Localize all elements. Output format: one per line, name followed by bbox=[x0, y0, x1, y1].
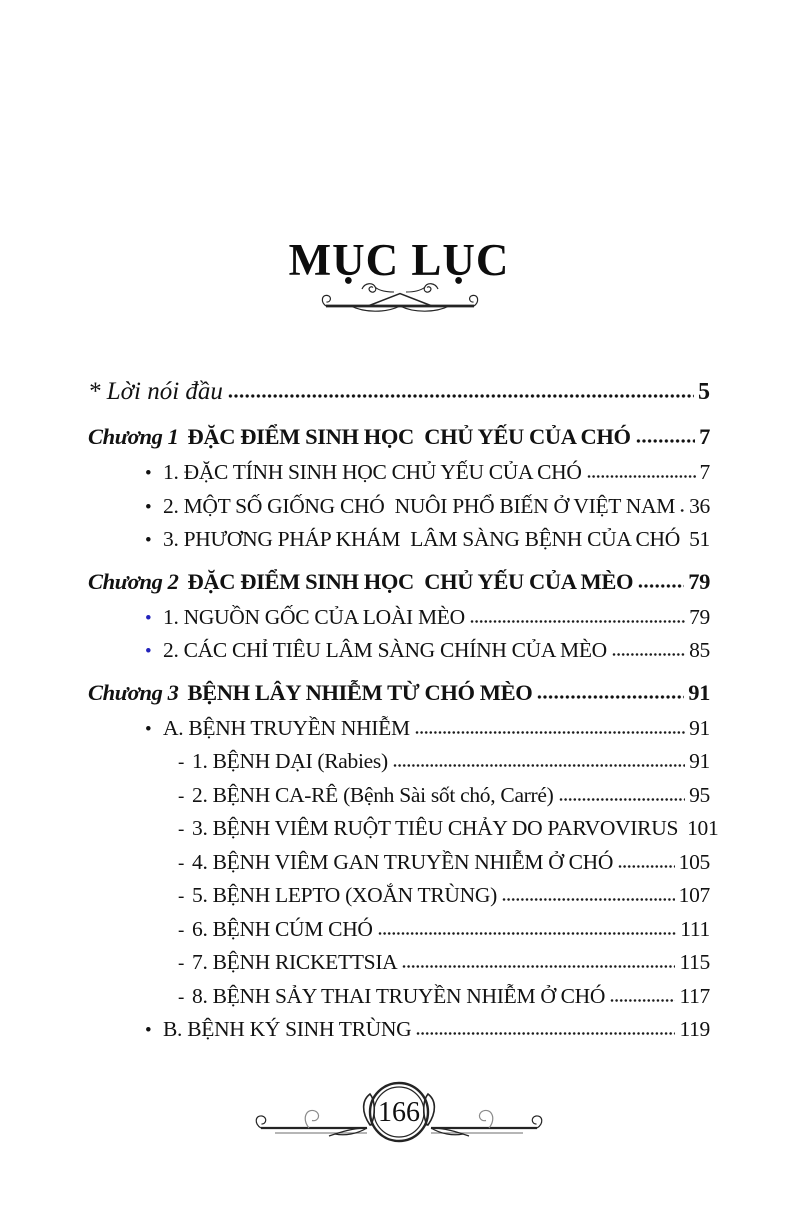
dot-leader bbox=[415, 730, 685, 735]
toc-entry-label: 5. BỆNH LEPTO (XOẮN TRÙNG) bbox=[192, 883, 497, 907]
toc-entry-item bbox=[88, 494, 710, 528]
dot-leader bbox=[559, 797, 686, 802]
toc-entry-bullet: - bbox=[178, 919, 185, 941]
toc-entry-page-number: 36 bbox=[689, 493, 710, 518]
toc-entry-page-number: 101 bbox=[687, 816, 719, 840]
toc-entry-bullet: - bbox=[178, 752, 185, 773]
toc-entry-page-number: 119 bbox=[679, 1017, 710, 1041]
toc-entry-label: 3. BỆNH VIÊM RUỘT TIÊU CHẢY DO PARVOVIRUS bbox=[192, 816, 679, 840]
toc-entry-label: ĐẶC ĐIỂM SINH HỌC CHỦ YẾU CỦA MÈO bbox=[187, 568, 634, 594]
toc-entry-bullet: - bbox=[178, 953, 185, 974]
toc-entry-label: A. BỆNH TRUYỀN NHIỄM bbox=[163, 715, 410, 740]
toc-entry-item bbox=[88, 638, 710, 672]
toc-entry-page-number: 51 bbox=[689, 527, 710, 551]
dot-leader bbox=[612, 652, 685, 657]
toc-entry-item bbox=[88, 527, 710, 561]
toc-entry-label: ĐẶC ĐIỂM SINH HỌC CHỦ YẾU CỦA CHÓ bbox=[187, 424, 631, 449]
toc-entry-subitem bbox=[88, 850, 710, 884]
toc-entry-page-number: 7 bbox=[699, 424, 710, 449]
toc-entry-bullet: • bbox=[145, 718, 152, 740]
dot-leader bbox=[416, 1031, 675, 1036]
toc-entry-subitem bbox=[88, 984, 710, 1018]
dot-leader bbox=[537, 694, 684, 700]
dot-leader bbox=[610, 998, 675, 1003]
toc-entry-bullet: • bbox=[145, 463, 152, 484]
toc-entry-label: 7. BỆNH RICKETTSIA bbox=[192, 950, 398, 974]
toc-entry-subitem bbox=[88, 883, 710, 917]
toc-entry-chapter bbox=[88, 680, 710, 716]
toc-entry-chapter bbox=[88, 424, 710, 460]
dot-leader bbox=[638, 583, 684, 589]
toc-entry-label: 2. CÁC CHỈ TIÊU LÂM SÀNG CHÍNH CỦA MÈO bbox=[163, 638, 607, 662]
toc-entry-bullet: - bbox=[178, 785, 185, 807]
table-of-contents bbox=[88, 378, 719, 1051]
toc-entry-page-number: 85 bbox=[689, 638, 710, 662]
toc-chapter-number: Chương 1 bbox=[88, 424, 179, 449]
dot-leader bbox=[636, 438, 696, 444]
title-flourish-ornament bbox=[318, 280, 482, 316]
toc-entry-label: 6. BỆNH CÚM CHÓ bbox=[192, 916, 373, 941]
toc-entry-bullet: - bbox=[178, 886, 185, 907]
toc-entry-page-number: 79 bbox=[688, 568, 710, 594]
toc-entry-subitem bbox=[88, 749, 710, 783]
toc-entry-bullet: • bbox=[145, 496, 152, 518]
toc-entry-label: 1. NGUỒN GỐC CỦA LOÀI MÈO bbox=[163, 604, 465, 629]
toc-entry-page-number: 79 bbox=[689, 604, 710, 629]
dot-leader bbox=[402, 964, 675, 969]
toc-entry-page-number: 107 bbox=[678, 883, 710, 907]
toc-entry-page-number: 105 bbox=[678, 849, 710, 874]
toc-entry-label: 4. BỆNH VIÊM GAN TRUYỀN NHIỄM Ở CHÓ bbox=[192, 849, 614, 874]
toc-entry-label: * Lời nói đầu bbox=[88, 378, 223, 405]
dot-leader bbox=[587, 474, 696, 479]
toc-entry-label: B. BỆNH KÝ SINH TRÙNG bbox=[163, 1017, 412, 1041]
flourish-divider-icon bbox=[318, 280, 482, 316]
footer-page-ornament bbox=[249, 1072, 549, 1158]
toc-entry-page-number: 91 bbox=[688, 679, 710, 705]
toc-entry-page-number: 111 bbox=[680, 916, 710, 941]
toc-entry-bullet: • bbox=[145, 530, 152, 551]
toc-entry-bullet: • bbox=[145, 1020, 152, 1041]
toc-entry-bullet: • bbox=[145, 607, 152, 629]
dot-leader bbox=[393, 763, 685, 768]
toc-entry-label: 3. PHƯƠNG PHÁP KHÁM LÂM SÀNG BỆNH CỦA CHÓ bbox=[163, 527, 680, 551]
toc-entry-page-number: 95 bbox=[689, 782, 710, 807]
toc-entry-subitem bbox=[88, 917, 710, 951]
toc-entry-page-number: 91 bbox=[689, 749, 710, 773]
dot-leader bbox=[228, 393, 694, 399]
toc-entry-label: 2. MỘT SỐ GIỐNG CHÓ NUÔI PHỔ BIẾN Ở VIỆT NAM bbox=[163, 493, 676, 518]
toc-entry-subitem bbox=[88, 816, 719, 850]
toc-entry-page-number: 115 bbox=[679, 950, 710, 974]
toc-entry-bullet: • bbox=[145, 641, 152, 662]
toc-entry-page-number: 5 bbox=[698, 379, 710, 405]
page-title: MỤC LỤC bbox=[288, 235, 510, 285]
footer-flourish-icon bbox=[249, 1072, 549, 1158]
footer-page-number: 166 bbox=[378, 1097, 420, 1128]
toc-chapter-number: Chương 3 bbox=[88, 679, 179, 705]
dot-leader bbox=[618, 864, 675, 869]
toc-entry-bullet: - bbox=[178, 819, 185, 840]
toc-entry-subitem bbox=[88, 783, 710, 817]
toc-entry-label: BỆNH LÂY NHIỄM TỪ CHÓ MÈO bbox=[187, 679, 533, 705]
toc-entry-item bbox=[88, 460, 710, 494]
dot-leader bbox=[378, 931, 677, 936]
toc-entry-page-number: 7 bbox=[699, 460, 710, 484]
dot-leader bbox=[680, 508, 685, 513]
toc-entry-page-number: 117 bbox=[679, 983, 710, 1008]
toc-entry-item bbox=[88, 1017, 710, 1051]
toc-entry-label: 8. BỆNH SẢY THAI TRUYỀN NHIỄM Ở CHÓ bbox=[192, 983, 606, 1008]
toc-entry-label: 1. BỆNH DẠI (Rabies) bbox=[192, 749, 388, 773]
dot-leader bbox=[470, 619, 685, 624]
toc-entry-chapter bbox=[88, 569, 710, 605]
toc-entry-bullet: - bbox=[178, 852, 185, 874]
dot-leader bbox=[502, 897, 675, 902]
toc-entry-page-number: 91 bbox=[689, 715, 710, 740]
toc-entry-label: 1. ĐẶC TÍNH SINH HỌC CHỦ YẾU CỦA CHÓ bbox=[163, 460, 582, 484]
toc-chapter-number: Chương 2 bbox=[88, 568, 179, 594]
toc-entry-label: 2. BỆNH CA-RÊ (Bệnh Sài sốt chó, Carré) bbox=[192, 782, 554, 807]
toc-entry-item bbox=[88, 716, 710, 750]
toc-entry-item bbox=[88, 605, 710, 639]
toc-entry-bullet: - bbox=[178, 986, 185, 1008]
toc-entry-subitem bbox=[88, 950, 710, 984]
toc-entry-preface bbox=[88, 378, 710, 416]
